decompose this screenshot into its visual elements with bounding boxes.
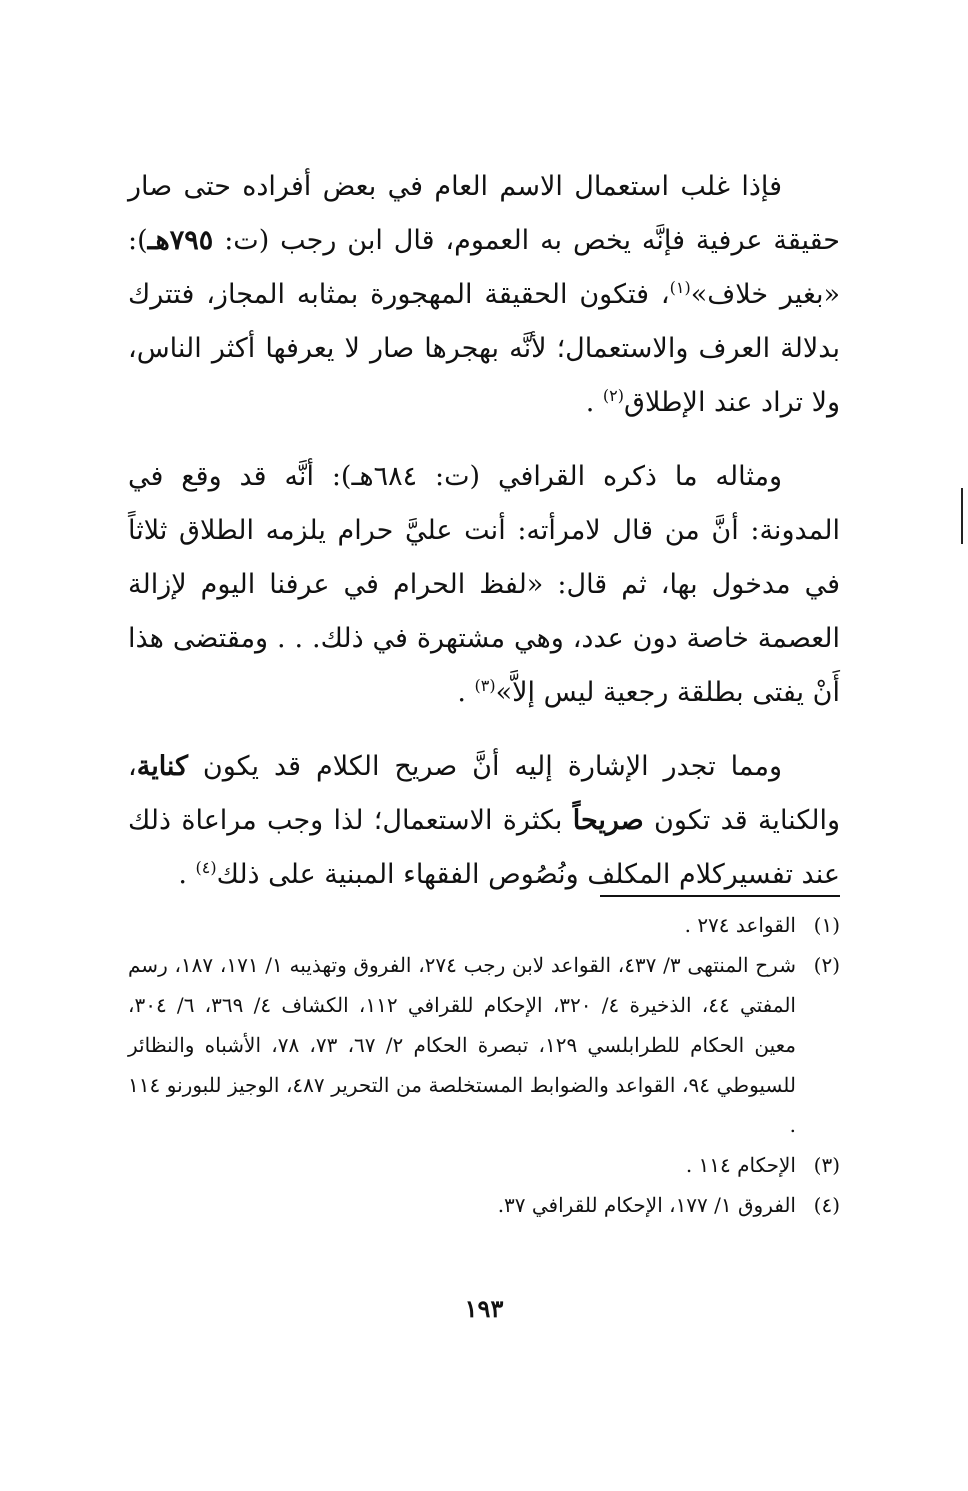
paragraph-text: بكثرة الاستعمال؛ لذا وجب مراعاة ذلك عند تفسيركلام المكلف ونُصُوص الفقهاء المبنية على ذلك [128, 805, 840, 890]
footnote-number: (٣) [813, 1153, 840, 1177]
bold-term: كناية [136, 751, 188, 782]
footnote-1 [128, 905, 840, 945]
bold-term: صريحاً [572, 805, 644, 836]
paragraph-1 [128, 160, 840, 430]
main-text [128, 160, 840, 922]
footnote-ref-1: (١) [669, 278, 691, 297]
footnote-text: القواعد ٢٧٤ . [684, 913, 796, 937]
footnote-3 [128, 1145, 840, 1185]
paragraph-3 [128, 740, 840, 902]
footnote-number: (٢) [813, 953, 840, 977]
paragraph-text: ومثاله ما ذكره القرافي (ت: ٦٨٤هـ): أنَّه قد وقع في المدونة: أنَّ من قال لامرأته: أنت عليَّ حرام يلزمه الطلاق ثلاثاً في مدخول بها، ثم قال: «لفظ الحرام في عرفنا اليوم لإزالة العصمة خاصة دون عدد، وهي مشتهرة في ذلك. . . ومقتضى هذا أَنْ يفتى بطلقة رجعية ليس إلاَّ» [128, 461, 840, 708]
footnote-text: شرح المنتهى ٣/ ٤٣٧، القواعد لابن رجب ٢٧٤، الفروق وتهذيبه ١/ ١٧١، ١٨٧، رسم المفتي ٤٤، الذخيرة ٤/ ٣٢٠، الإحكام للقرافي ١١٢، الكشاف ٤/ ٣٦٩، ٦/ ٣٠٤، معين الحكام للطرابلسي ١٢٩، تبصرة الحكام ٢/ ٦٧، ٧٣، ٧٨، الأشباه والنظائر للسيوطي ٩٤، القواعد والضوابط المستخلصة من التحرير ٤٨٧، الوجيز للبورنو ١١٤ . [128, 953, 797, 1137]
paragraph-text: . [585, 387, 603, 418]
footnote-4 [128, 1185, 840, 1225]
footnote-text: الفروق ١/ ١٧٧، الإحكام للقرافي ٣٧. [497, 1193, 796, 1217]
footnote-number: (٤) [813, 1193, 840, 1217]
paragraph-text: فإذا غلب استعمال الاسم العام في بعض أفراده حتى صار حقيقة عرفية فإنَّه يخص به العموم، قال ابن رجب (ت: [128, 171, 840, 256]
footnotes [128, 905, 840, 1225]
footnote-ref-2: (٢) [602, 386, 624, 405]
page-number: ١٩٣ [464, 1294, 504, 1323]
paragraph-text: ، فتكون الحقيقة المهجورة بمثابه المجاز، فتترك بدلالة العرف والاستعمال؛ لأنَّه بهجرها صار لا يعرفها أكثر الناس، ولا تراد عند الإطلاق [128, 279, 840, 418]
paragraph-text: ، والكناية قد تكون [128, 751, 840, 836]
paragraph-text: . [457, 677, 475, 708]
scan-edge-mark [961, 488, 963, 544]
paragraph-2 [128, 450, 840, 720]
footnote-text: الإحكام ١١٤ . [685, 1153, 796, 1177]
footnote-separator [600, 895, 840, 897]
footnote-ref-3: (٣) [474, 676, 496, 695]
paragraph-text: ): «بغير خلاف» [128, 225, 841, 310]
footnote-number: (١) [813, 913, 840, 937]
paragraph-text: ومما تجدر الإشارة إليه أنَّ صريح الكلام قد يكون [187, 751, 782, 782]
footnote-2 [128, 945, 840, 1145]
bold-date: ٧٩٥هـ [147, 225, 214, 256]
paragraph-text: . [178, 859, 196, 890]
footnote-ref-4: (٤) [195, 858, 217, 877]
